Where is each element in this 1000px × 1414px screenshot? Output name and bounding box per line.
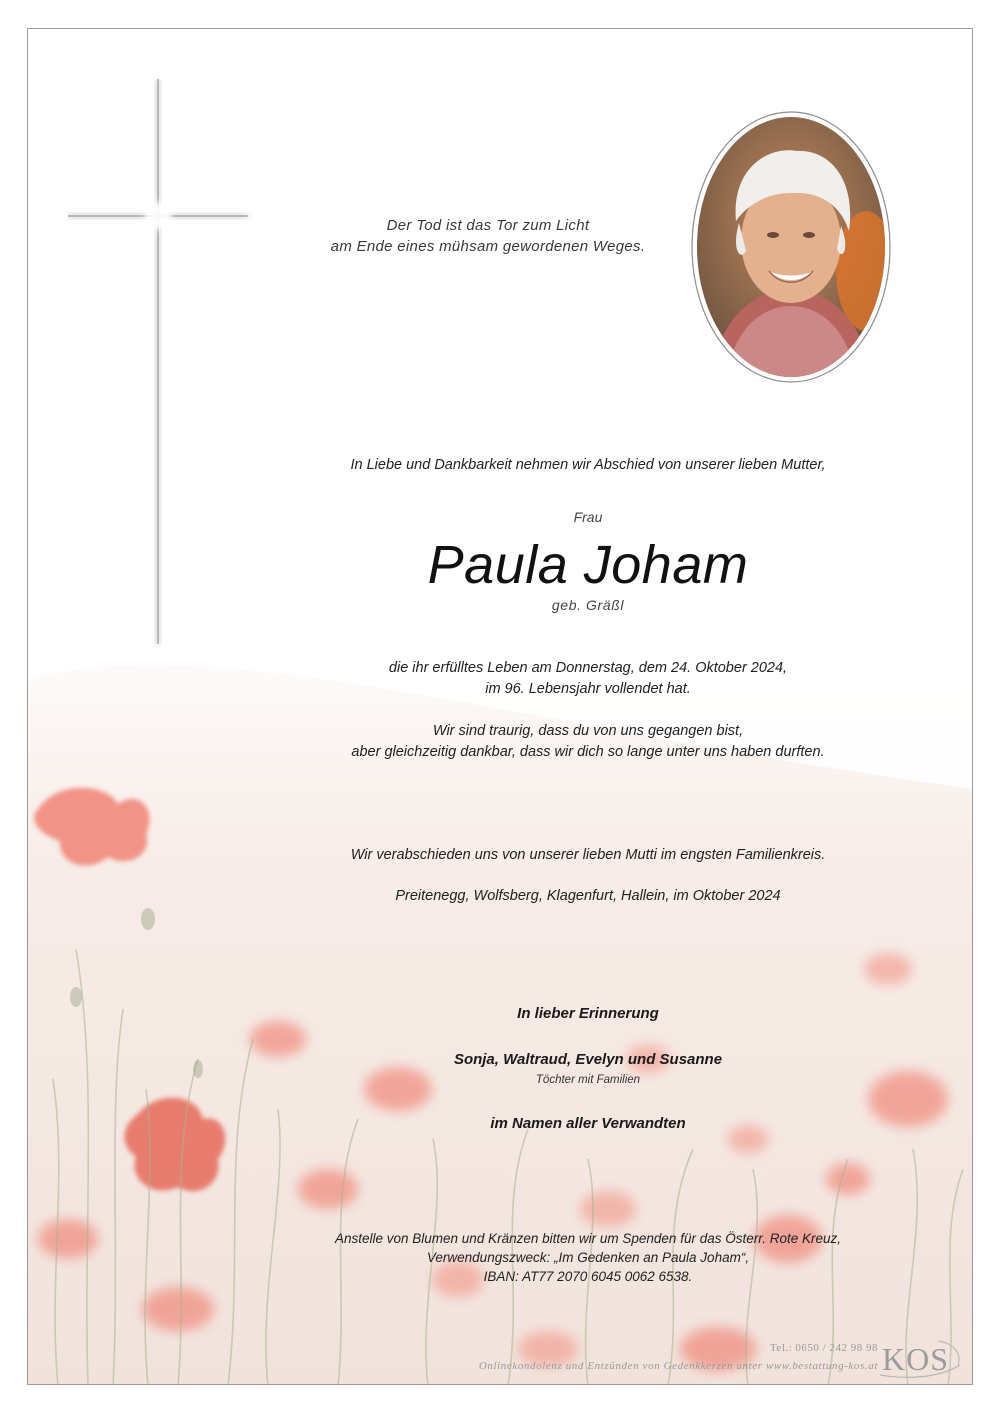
life-text [268,658,908,700]
birth-name: geb. Gräßl [551,597,625,613]
farewell-text: Wir verabschieden uns von unserer lieben Mutti im engsten Familienkreis. [350,847,826,863]
life-line-1: die ihr erfülltes Leben am Donnerstag, dem 24. Oktober 2024, [388,660,788,676]
places-date: Preitenegg, Wolfsberg, Klagenfurt, Hallein, im Oktober 2024 [395,888,781,904]
salutation: Frau [573,509,603,525]
intro-text: In Liebe und Dankbarkeit nehmen wir Abschied von unserer lieben Mutter, [350,457,826,473]
footer-phone: Tel.: 0650 / 242 98 98 [769,1342,878,1354]
cross-icon [68,79,258,649]
footer-online-condolence: Onlinekondolenz und Entzünden von Gedenkkerzen unter www.bestattung-kos.at [478,1360,878,1372]
kos-logo [878,1335,963,1381]
daughters-names: Sonja, Waltraud, Evelyn und Susanne [453,1051,723,1068]
obituary-card [27,28,973,1385]
quote-line-1: Der Tod ist das Tor zum Licht [386,217,590,234]
sentiment-line-1: Wir sind traurig, dass du von uns gegangen bist, [432,723,744,739]
donation-line-1: Anstelle von Blumen und Kränzen bitten wir um Spenden für das Österr. Rote Kreuz, [334,1231,841,1246]
sentiment-text [268,721,908,763]
donation-request [268,1229,908,1286]
quote [228,215,748,257]
donation-line-3: IBAN: AT77 2070 6045 0062 6538. [483,1269,693,1284]
daughters-note: Töchter mit Familien [535,1074,641,1086]
quote-line-2: am Ende eines mühsam gewordenen Weges. [330,238,646,255]
relatives-line: im Namen aller Verwandten [490,1115,686,1132]
remembrance-heading: In lieber Erinnerung [517,1005,659,1022]
sentiment-line-2: aber gleichzeitig dankbar, dass wir dich so lange unter uns haben durften. [351,744,825,760]
donation-line-2: Verwendungszweck: „Im Gedenken an Paula Joham“, [426,1250,750,1265]
life-line-2: im 96. Lebensjahr vollendet hat. [485,681,691,697]
logo-text: KOS [882,1341,950,1377]
deceased-name: Paula Joham [427,535,749,595]
